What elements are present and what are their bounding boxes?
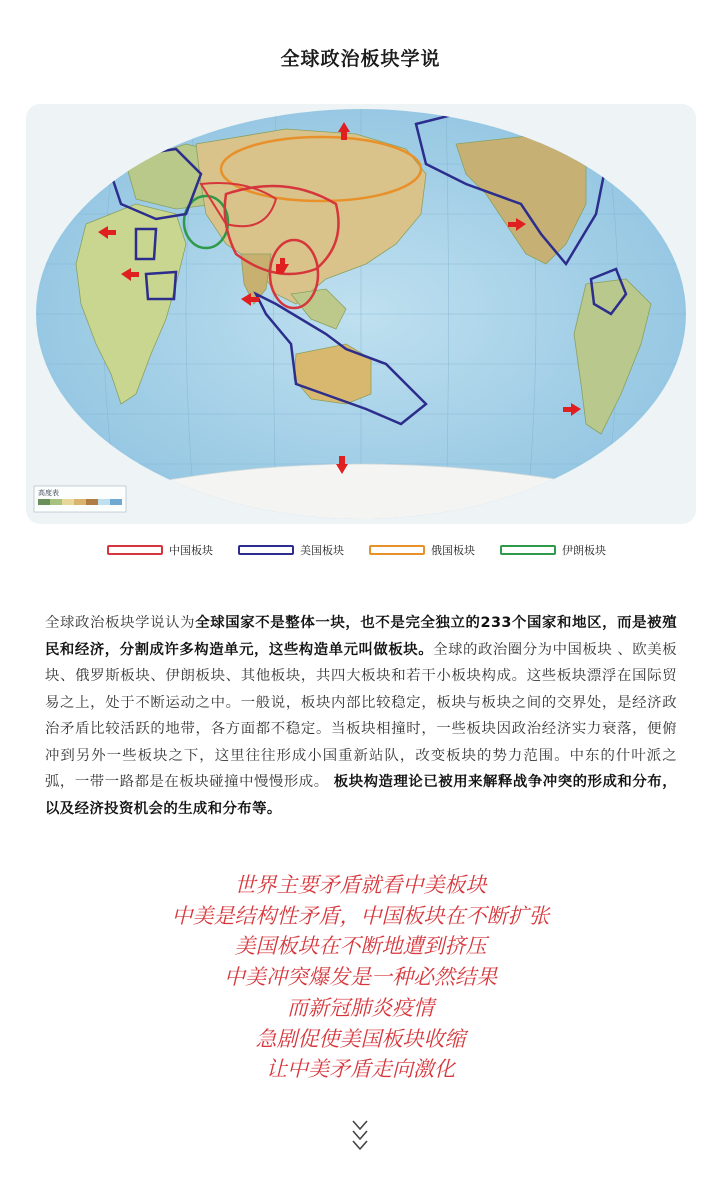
poem-line: 世界主要矛盾就看中美板块 — [234, 873, 487, 897]
poem — [0, 870, 721, 1085]
legend-swatch-iran — [500, 545, 556, 555]
world-map — [26, 104, 696, 524]
paragraph-text: 全球的政治圈分为中国板块 、欧美板块、俄罗斯板块、伊朗板块、其他板块，共四大板块和若干小板块构成。这些板块漂浮在国际贸易之上，处于不断运动之中。一般说，板块内部比较稳定，板块与板块之间的交界处，是经济政治矛盾比较活跃的地带，各方面都不稳定。当板块相撞时，一些板块因政治经济实力衰落，便俯冲到另外一些板块之下，这里往往形成小国重新站队，改变板块的势力范围。中东的什叶派之弧，一带一路都是在板块碰撞中慢慢形成。 — [45, 641, 677, 790]
paragraph-bold: 全球国家不是整体一块，也不是完全独立的233个国家和地区，而是被殖民和经济，分割成许多构造单元，这些构造单元叫做板块。 — [45, 615, 677, 658]
paragraph-text: 全球政治板块学说认为 — [45, 615, 196, 631]
legend-label: 伊朗板块 — [562, 544, 606, 557]
legend-label: 美国板块 — [300, 544, 344, 557]
elevation-legend-title: 高度表 — [38, 489, 59, 497]
legend-label: 俄国板块 — [431, 544, 475, 557]
legend-swatch-china — [107, 545, 163, 555]
legend-swatch-russia — [369, 545, 425, 555]
poem-line: 中美是结构性矛盾，中国板块在不断扩张 — [171, 903, 550, 928]
plate-legend — [0, 542, 721, 560]
intro-paragraph — [45, 610, 677, 822]
triple-chevron-down-icon — [350, 1118, 370, 1154]
paragraph-bold: 板块构造理论已被用来解释战争冲突的形成和分布，以及经济投资机会的生成和分布等。 — [45, 774, 677, 817]
poem-line: 中美冲突爆发是一种必然结果 — [224, 965, 497, 990]
legend-swatch-usa — [238, 545, 294, 555]
poem-line: 美国板块在不断地遭到挤压 — [234, 934, 487, 959]
poem-line: 急剧促使美国板块收缩 — [255, 1026, 466, 1051]
page-title: 全球政治板块学说 — [280, 48, 441, 70]
poem-line: 而新冠肺炎疫情 — [287, 995, 434, 1020]
poem-line: 让中美矛盾走向激化 — [266, 1057, 455, 1082]
elevation-legend — [34, 486, 126, 512]
legend-label: 中国板块 — [169, 544, 213, 557]
